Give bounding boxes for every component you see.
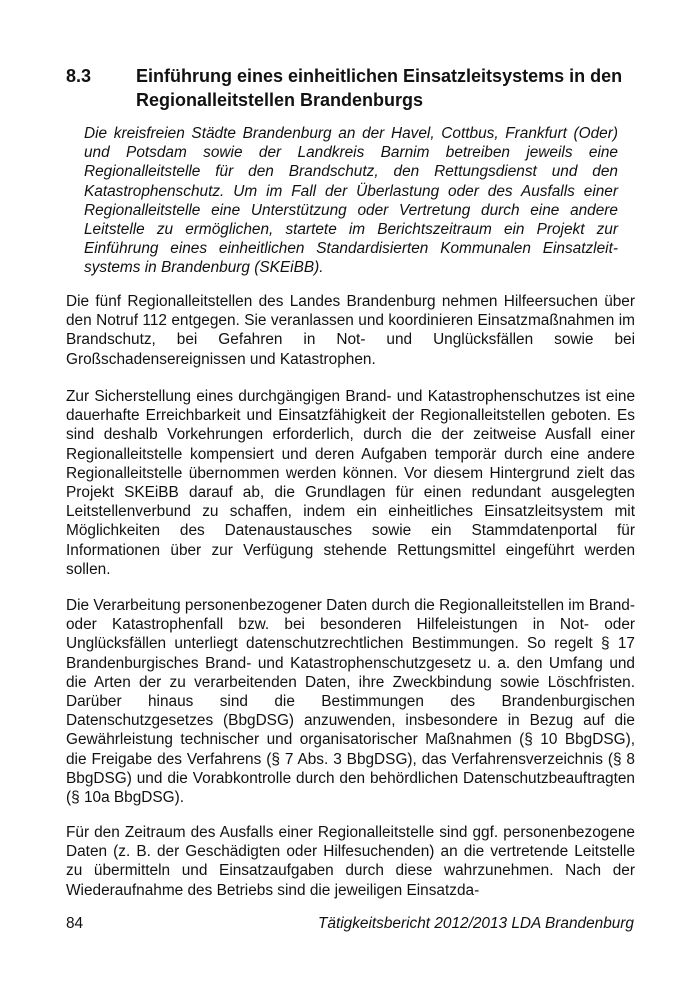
- section-number: 8.3: [66, 66, 92, 86]
- body-paragraph-3: Die Verarbeitung personenbezogener Daten durch die Regionalleitstellen im Brand- oder Katastrophenfall bzw. bei besonderen Hilfeleistungen in Not- oder Unglücksfällen unterliegt datenschutzrechtlichen Bestimmungen. So regelt § 17 Brandenburgisches Brand- und Katastrophenschutzgesetz u. a. den Umfang und die Arten der zu verarbeitenden Daten, ihre Zweckbindung sowie Löschfristen. Darüber hinaus sind die Bestimmungen des Brandenburgischen Datenschutzgesetzes (BbgDSG) anzuwenden, insbesondere in Bezug auf die Gewährleistung technischer und organisatorischer Maßnahmen (§ 10 BbgDSG), die Freigabe des Verfahrens (§ 7 Abs. 3 BbgDSG), das Verfahrensverzeichnis (§ 8 BbgDSG) und die Vorabkontrolle durch den behördlichen Datenschutzbeauftragten (§ 10a BbgDSG).: [66, 597, 635, 807]
- body-paragraph-1: Die fünf Regionalleitstellen des Landes Brandenburg nehmen Hilfeersuchen über den Notruf 112 entgegen. Sie veranlassen und koordinieren Einsatzmaßnahmen im Brandschutz, bei Gefahren in Not- und Unglücksfällen sowie bei Großschadensereignissen und Katastrophen.: [66, 293, 635, 368]
- body-paragraph-4: Für den Zeitraum des Ausfalls einer Regionalleitstelle sind ggf. personenbezogene Daten (z. B. der Geschädigten oder Hilfesuchenden) an die vertretende Leitstelle zu übermitteln und Einsatzaufgaben durch diese wahrzunehmen. Nach der Wiederaufnahme des Betriebs sind die jeweiligen Einsatzda-: [66, 824, 635, 899]
- body-paragraph-2: Zur Sicherstellung eines durchgängigen Brand- und Katastrophenschutzes ist eine dauerhafte Erreichbarkeit und Einsatzfähigkeit der Regionalleitstellen geboten. Es sind deshalb Vorkehrungen erforderlich, durch die der zeitweise Ausfall einer Regionalleitstelle kompensiert und deren Aufgaben temporär durch eine andere Regionalleitstelle übernommen werden können. Vor diesem Hintergrund zielt das Projekt SKEiBB darauf ab, die Grundlagen für einen redundant ausgelegten Leitstellenverbund zu schaffen, indem ein einheitliches Einsatzleitsystem mit Möglichkeiten des Datenaustausches sowie ein Stammdatenportal für Informationen über zur Verfügung stehende Rettungsmittel eingeführt werden sollen.: [66, 388, 635, 578]
- footer-report-title: Tätigkeitsbericht 2012/2013 LDA Brandenburg: [318, 915, 634, 932]
- intro-summary: Die kreisfreien Städte Brandenburg an der Havel, Cottbus, Frankfurt (Oder) und Potsdam sowie der Landkreis Barnim betreiben jeweils eine Regionalleitstelle für den Brandschutz, den Rettungsdienst und den Katastrophenschutz. Um im Fall der Überlastung oder des Ausfalls einer Regionalleitstelle eine Unterstützung oder Vertretung durch eine andere Leitstelle zu ermöglichen, startete im Berichtszeitraum ein Projekt zur Einführung eines einheitlichen Standardisierten Kommunalen Einsatzleitsystems in Brandenburg (SKEiBB).: [84, 125, 618, 277]
- page-number: 84: [66, 915, 84, 932]
- section-title: Einführung eines einheitlichen Einsatzleitsystems in den Regionalleitstellen Brandenburgs: [136, 66, 623, 110]
